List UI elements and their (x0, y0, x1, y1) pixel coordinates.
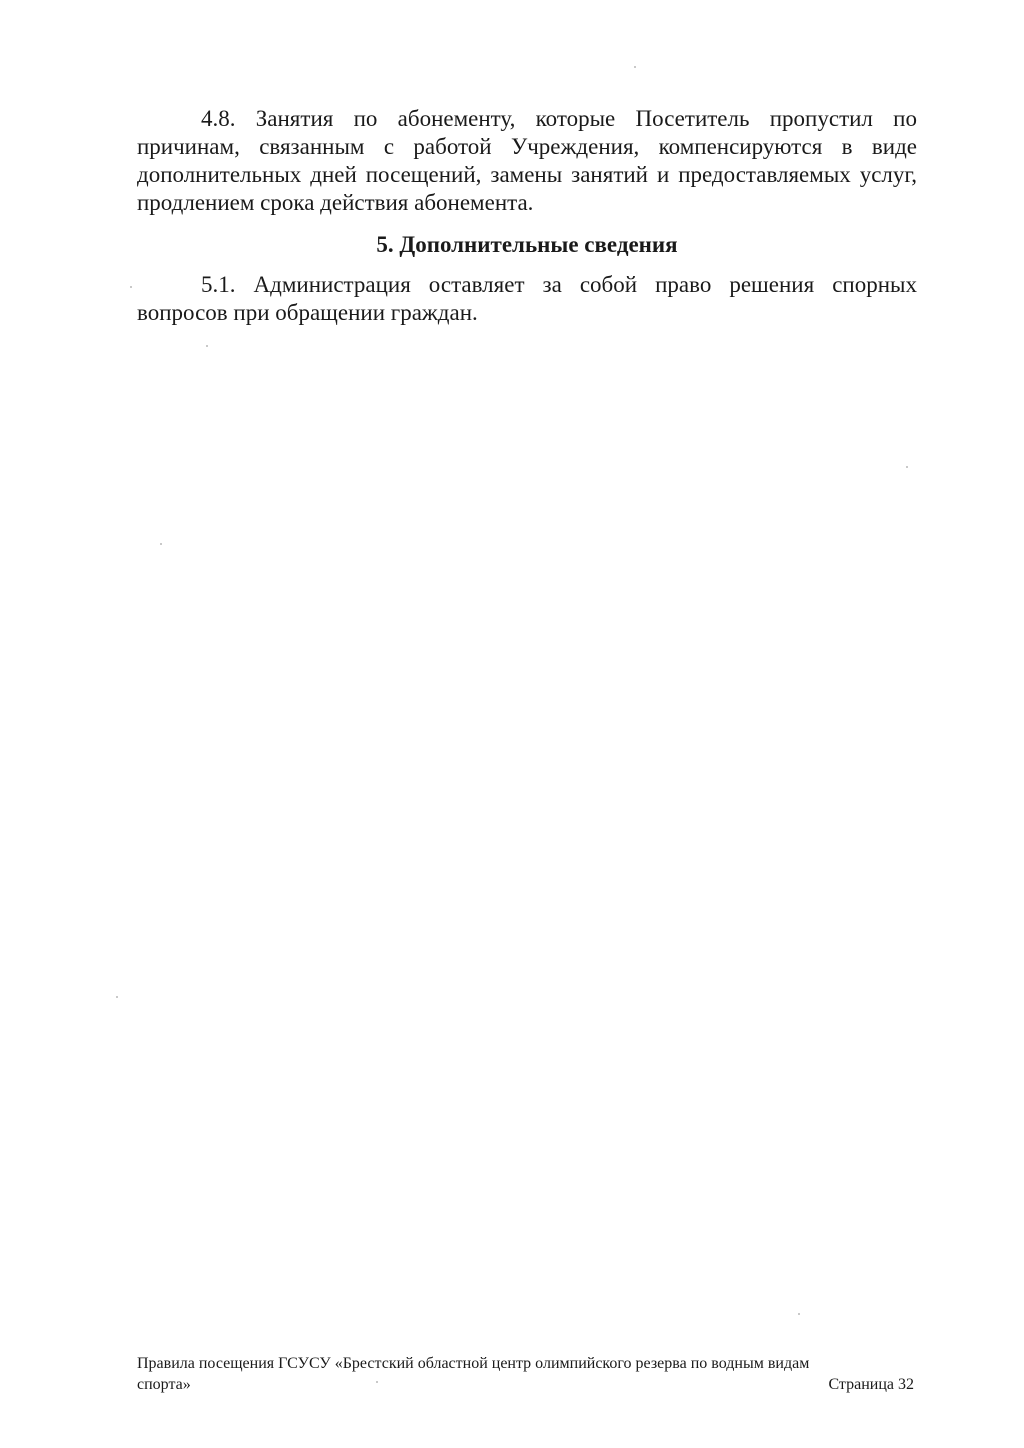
scan-speck (906, 466, 908, 468)
paragraph-5-1: 5.1. Администрация оставляет за собой право решения спорных вопросов при обращении граждан. (137, 272, 917, 325)
paragraph-4-8: 4.8. Занятия по абонементу, которые Посетитель пропустил по причинам, связанным с работой Учреждения, компенсируются в виде дополнительных дней посещений, замены занятий и предоставляемых услуг, продлением срока действия абонемента. (137, 106, 917, 215)
footer-second-line (137, 1374, 914, 1395)
page-number: Страница 32 (828, 1376, 914, 1393)
scan-speck (376, 1381, 378, 1383)
page-footer (137, 1353, 914, 1395)
footer-document-title: Правила посещения ГСУСУ «Брестский областной центр олимпийского резерва по водным видам (137, 1355, 810, 1372)
scan-speck (798, 1313, 800, 1315)
scan-speck (116, 996, 118, 998)
section-5-heading: 5. Дополнительные сведения (376, 232, 678, 257)
scan-speck (160, 543, 162, 545)
document-body (137, 105, 917, 327)
scan-speck (634, 66, 636, 68)
scan-speck (206, 345, 208, 347)
footer-document-title-continued: спорта» (137, 1376, 191, 1393)
scan-speck (130, 286, 132, 288)
